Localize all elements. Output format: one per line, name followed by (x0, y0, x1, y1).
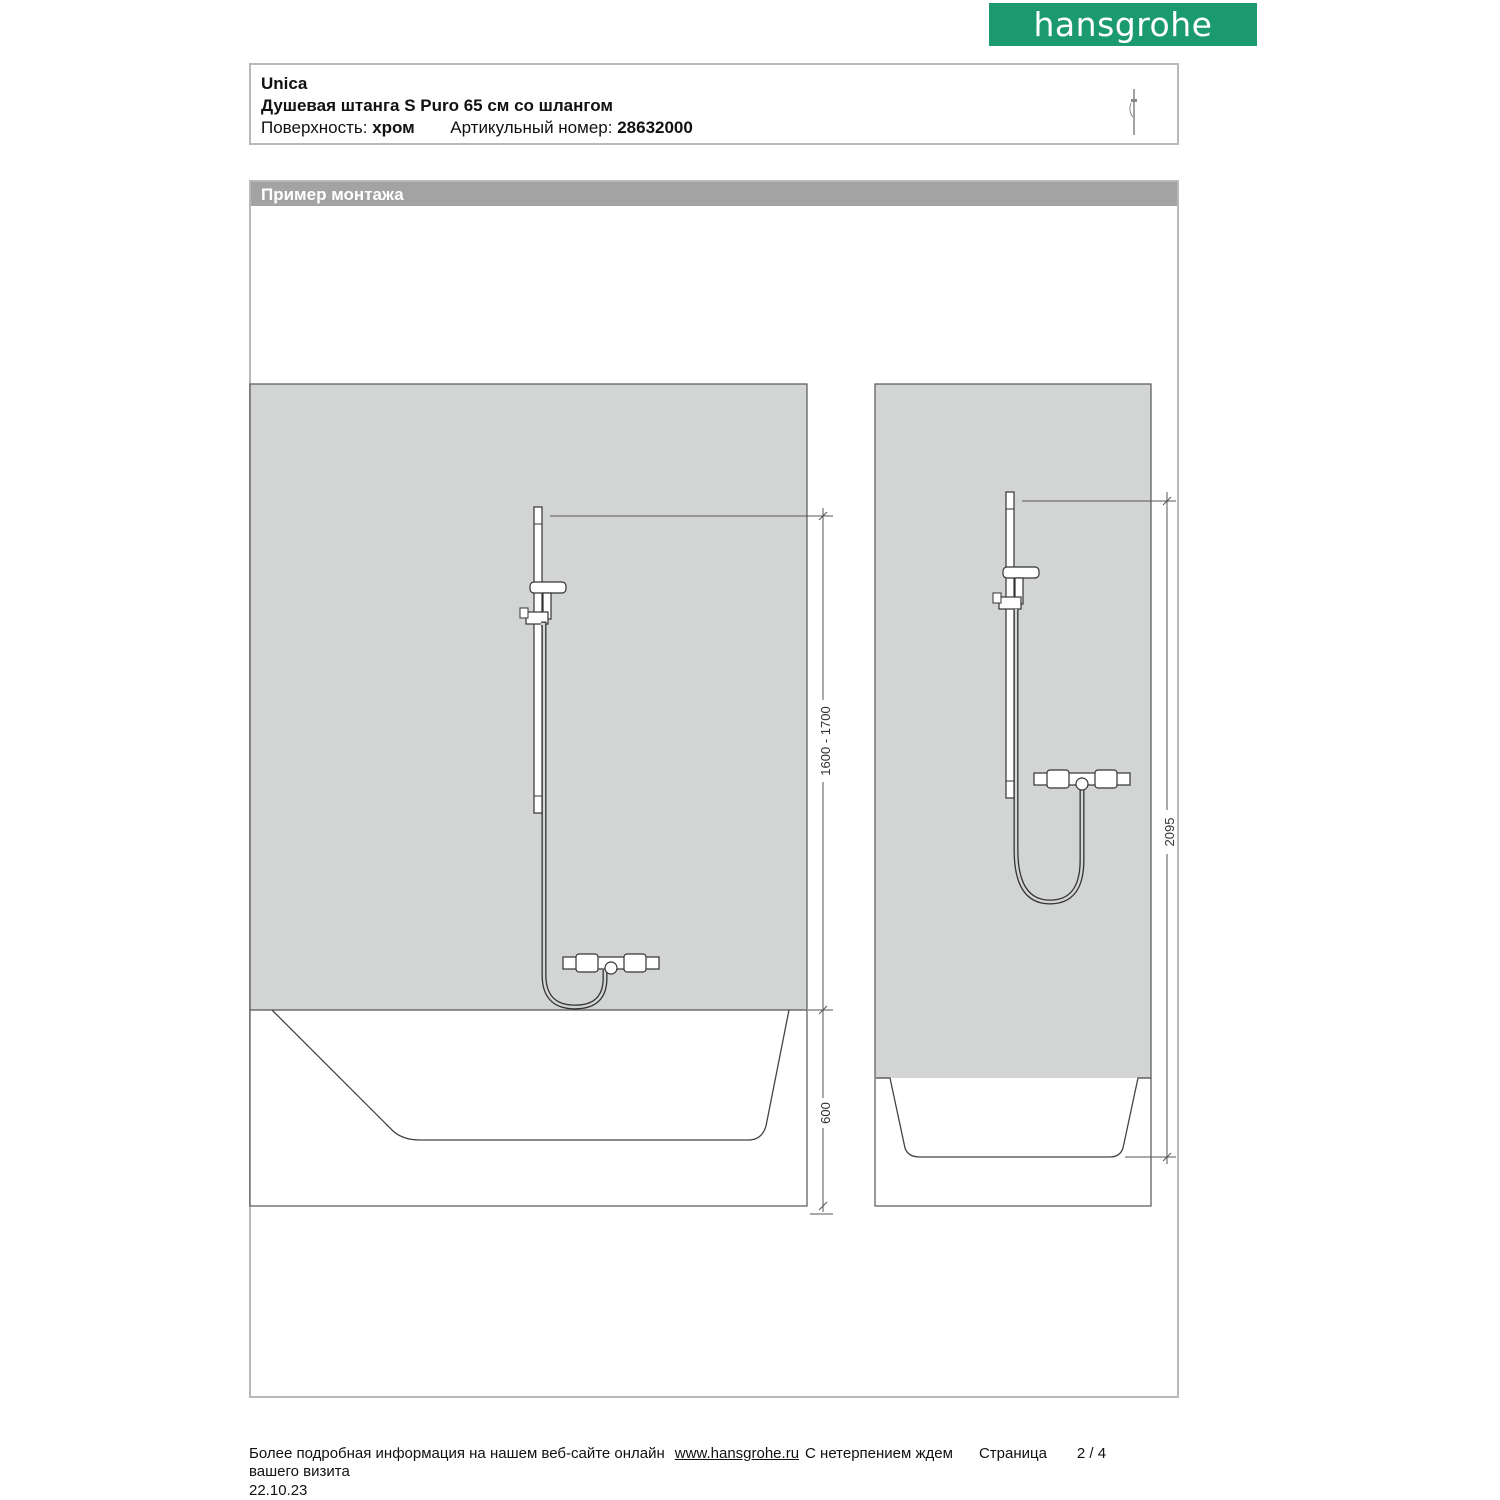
left-bath-front (250, 1010, 807, 1206)
footer-info-text: Более подробная информация на нашем веб-сайте онлайн (249, 1445, 665, 1462)
shower-thermostat (1034, 770, 1130, 790)
dim-right-height: 2095 (1162, 817, 1177, 847)
product-series: Unica (261, 74, 308, 93)
page-label: Страница (978, 1445, 1047, 1462)
footer-date: 22.10.23 (249, 1482, 308, 1499)
shower-rail (534, 507, 542, 813)
footer-visit-text-2: вашего визита (249, 1463, 350, 1480)
page-number: 2 / 4 (1076, 1445, 1107, 1462)
article-label: Артикульный номер: (450, 118, 613, 137)
surface-value: хром (372, 118, 415, 137)
website-link[interactable]: www.hansgrohe.ru (674, 1445, 800, 1462)
bath-thermostat (563, 954, 659, 974)
section-title: Пример монтажа (251, 182, 1177, 206)
page-footer (249, 1445, 1179, 1499)
left-wall (250, 384, 807, 1010)
dim-left-height: 1600 - 1700 (818, 706, 833, 776)
hansgrohe-logo: hansgrohe (989, 3, 1257, 46)
shower-installation-view (875, 384, 1177, 1206)
article-value: 28632000 (617, 118, 693, 137)
dim-bath-height: 600 (818, 1102, 833, 1124)
footer-visit-text: С нетерпением ждем (805, 1445, 953, 1462)
product-name: Душевая штанга S Puro 65 см со шлангом (261, 96, 613, 115)
surface-label: Поверхность: (261, 118, 368, 137)
hand-shower (530, 582, 566, 593)
shower-rail-right (1006, 492, 1014, 798)
bathtub-installation-view (250, 384, 833, 1214)
